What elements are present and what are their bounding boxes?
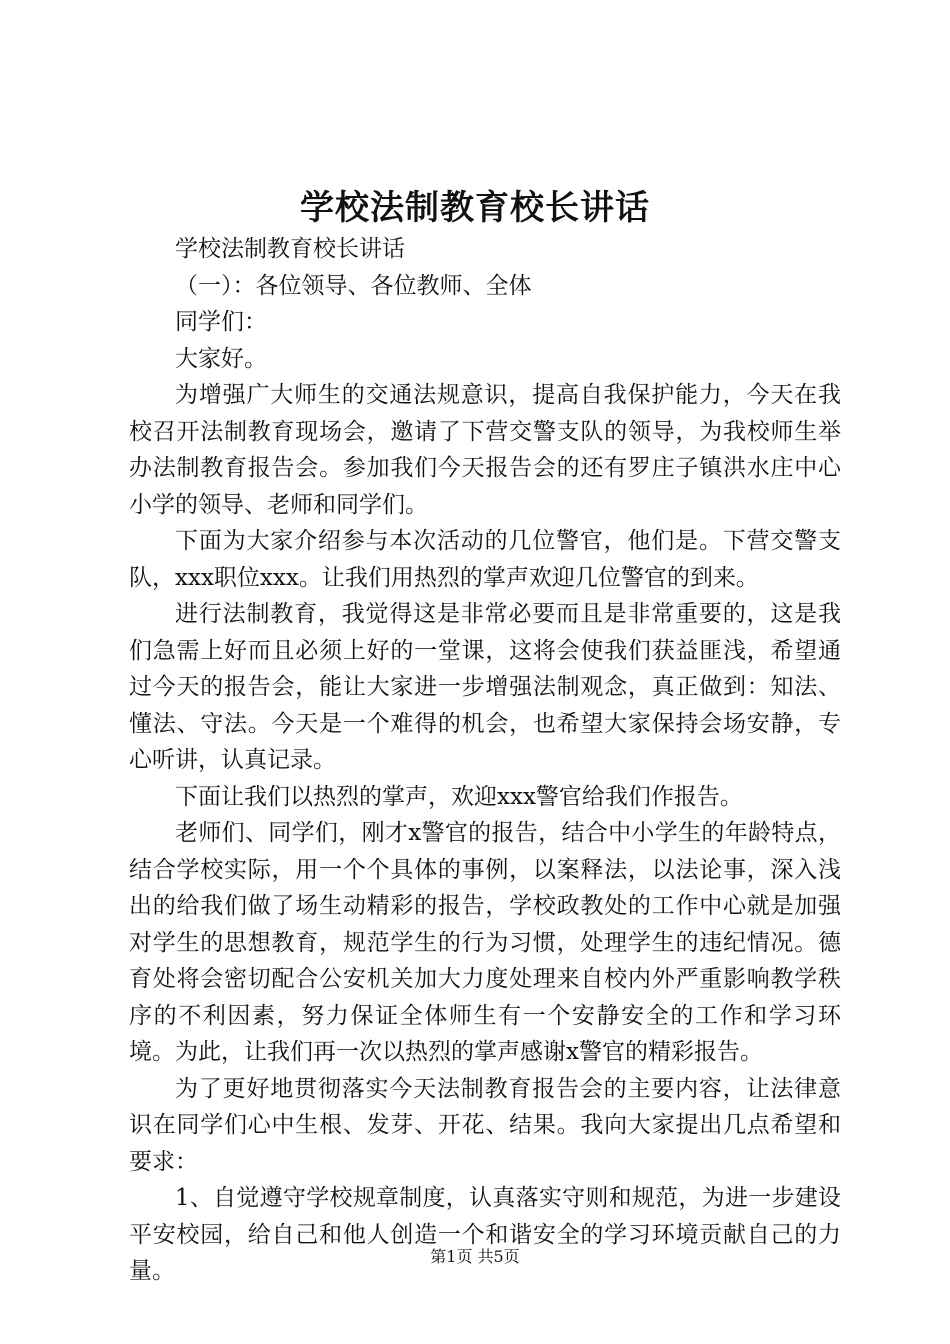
paragraph-subtitle: 学校法制教育校长讲话 <box>175 236 405 262</box>
paragraph-body: 进行法制教育，我觉得这是非常必要而且是非常重要的，这是我们急需上好而且必须上好的一堂课，这将会使我们获益匪浅，希望通过今天的报告会，能让大家进一步增强法制观念，真正做到：知法、懂法、守法。今天是一个难得的机会，也希望大家保持会场安静，专心听讲，认真记录。 <box>129 601 841 773</box>
paragraph-salutation-1: （一）：各位领导、各位教师、全体 <box>175 272 532 299</box>
page-footer: 第1页 共5页 <box>430 1247 520 1266</box>
paragraph-body: 下面让我们以热烈的掌声，欢迎xxx警官给我们作报告。 <box>175 783 743 810</box>
paragraph-body: 为增强广大师生的交通法规意识，提高自我保护能力，今天在我校召开法制教育现场会，邀请了下营交警支队的领导，为我校师生举办法制教育报告会。参加我们今天报告会的还有罗庄子镇洪水庄中心小学的领导、老师和同学们。 <box>129 382 841 518</box>
document-body <box>129 231 841 1290</box>
paragraph-greeting: 大家好。 <box>175 345 267 372</box>
paragraph-body: 下面为大家介绍参与本次活动的几位警官，他们是。下营交警支队，xxx职位xxx。让我们用热烈的掌声欢迎几位警官的到来。 <box>129 528 841 591</box>
paragraph-salutation-2: 同学们： <box>175 309 267 335</box>
paragraph-body: 为了更好地贯彻落实今天法制教育报告会的主要内容，让法律意识在同学们心中生根、发芽、开花、结果。我向大家提出几点希望和要求： <box>129 1075 841 1175</box>
document-title: 学校法制教育校长讲话 <box>300 188 650 228</box>
paragraph-list-item: 1、自觉遵守学校规章制度，认真落实守则和规范，为进一步建设平安校园，给自己和他人创造一个和谐安全的学习环境贡献自己的力量。 <box>129 1185 841 1284</box>
paragraph-body: 老师们、同学们，刚才x警官的报告，结合中小学生的年龄特点，结合学校实际，用一个个具体的事例，以案释法，以法论事，深入浅出的给我们做了场生动精彩的报告，学校政教处的工作中心就是加强对学生的思想教育，规范学生的行为习惯，处理学生的违纪情况。德育处将会密切配合公安机关加大力度处理来自校内外严重影响教学秩序的不利因素，努力保证全体师生有一个安静安全的工作和学习环境。为此，让我们再一次以热烈的掌声感谢x警官的精彩报告。 <box>129 820 841 1065</box>
